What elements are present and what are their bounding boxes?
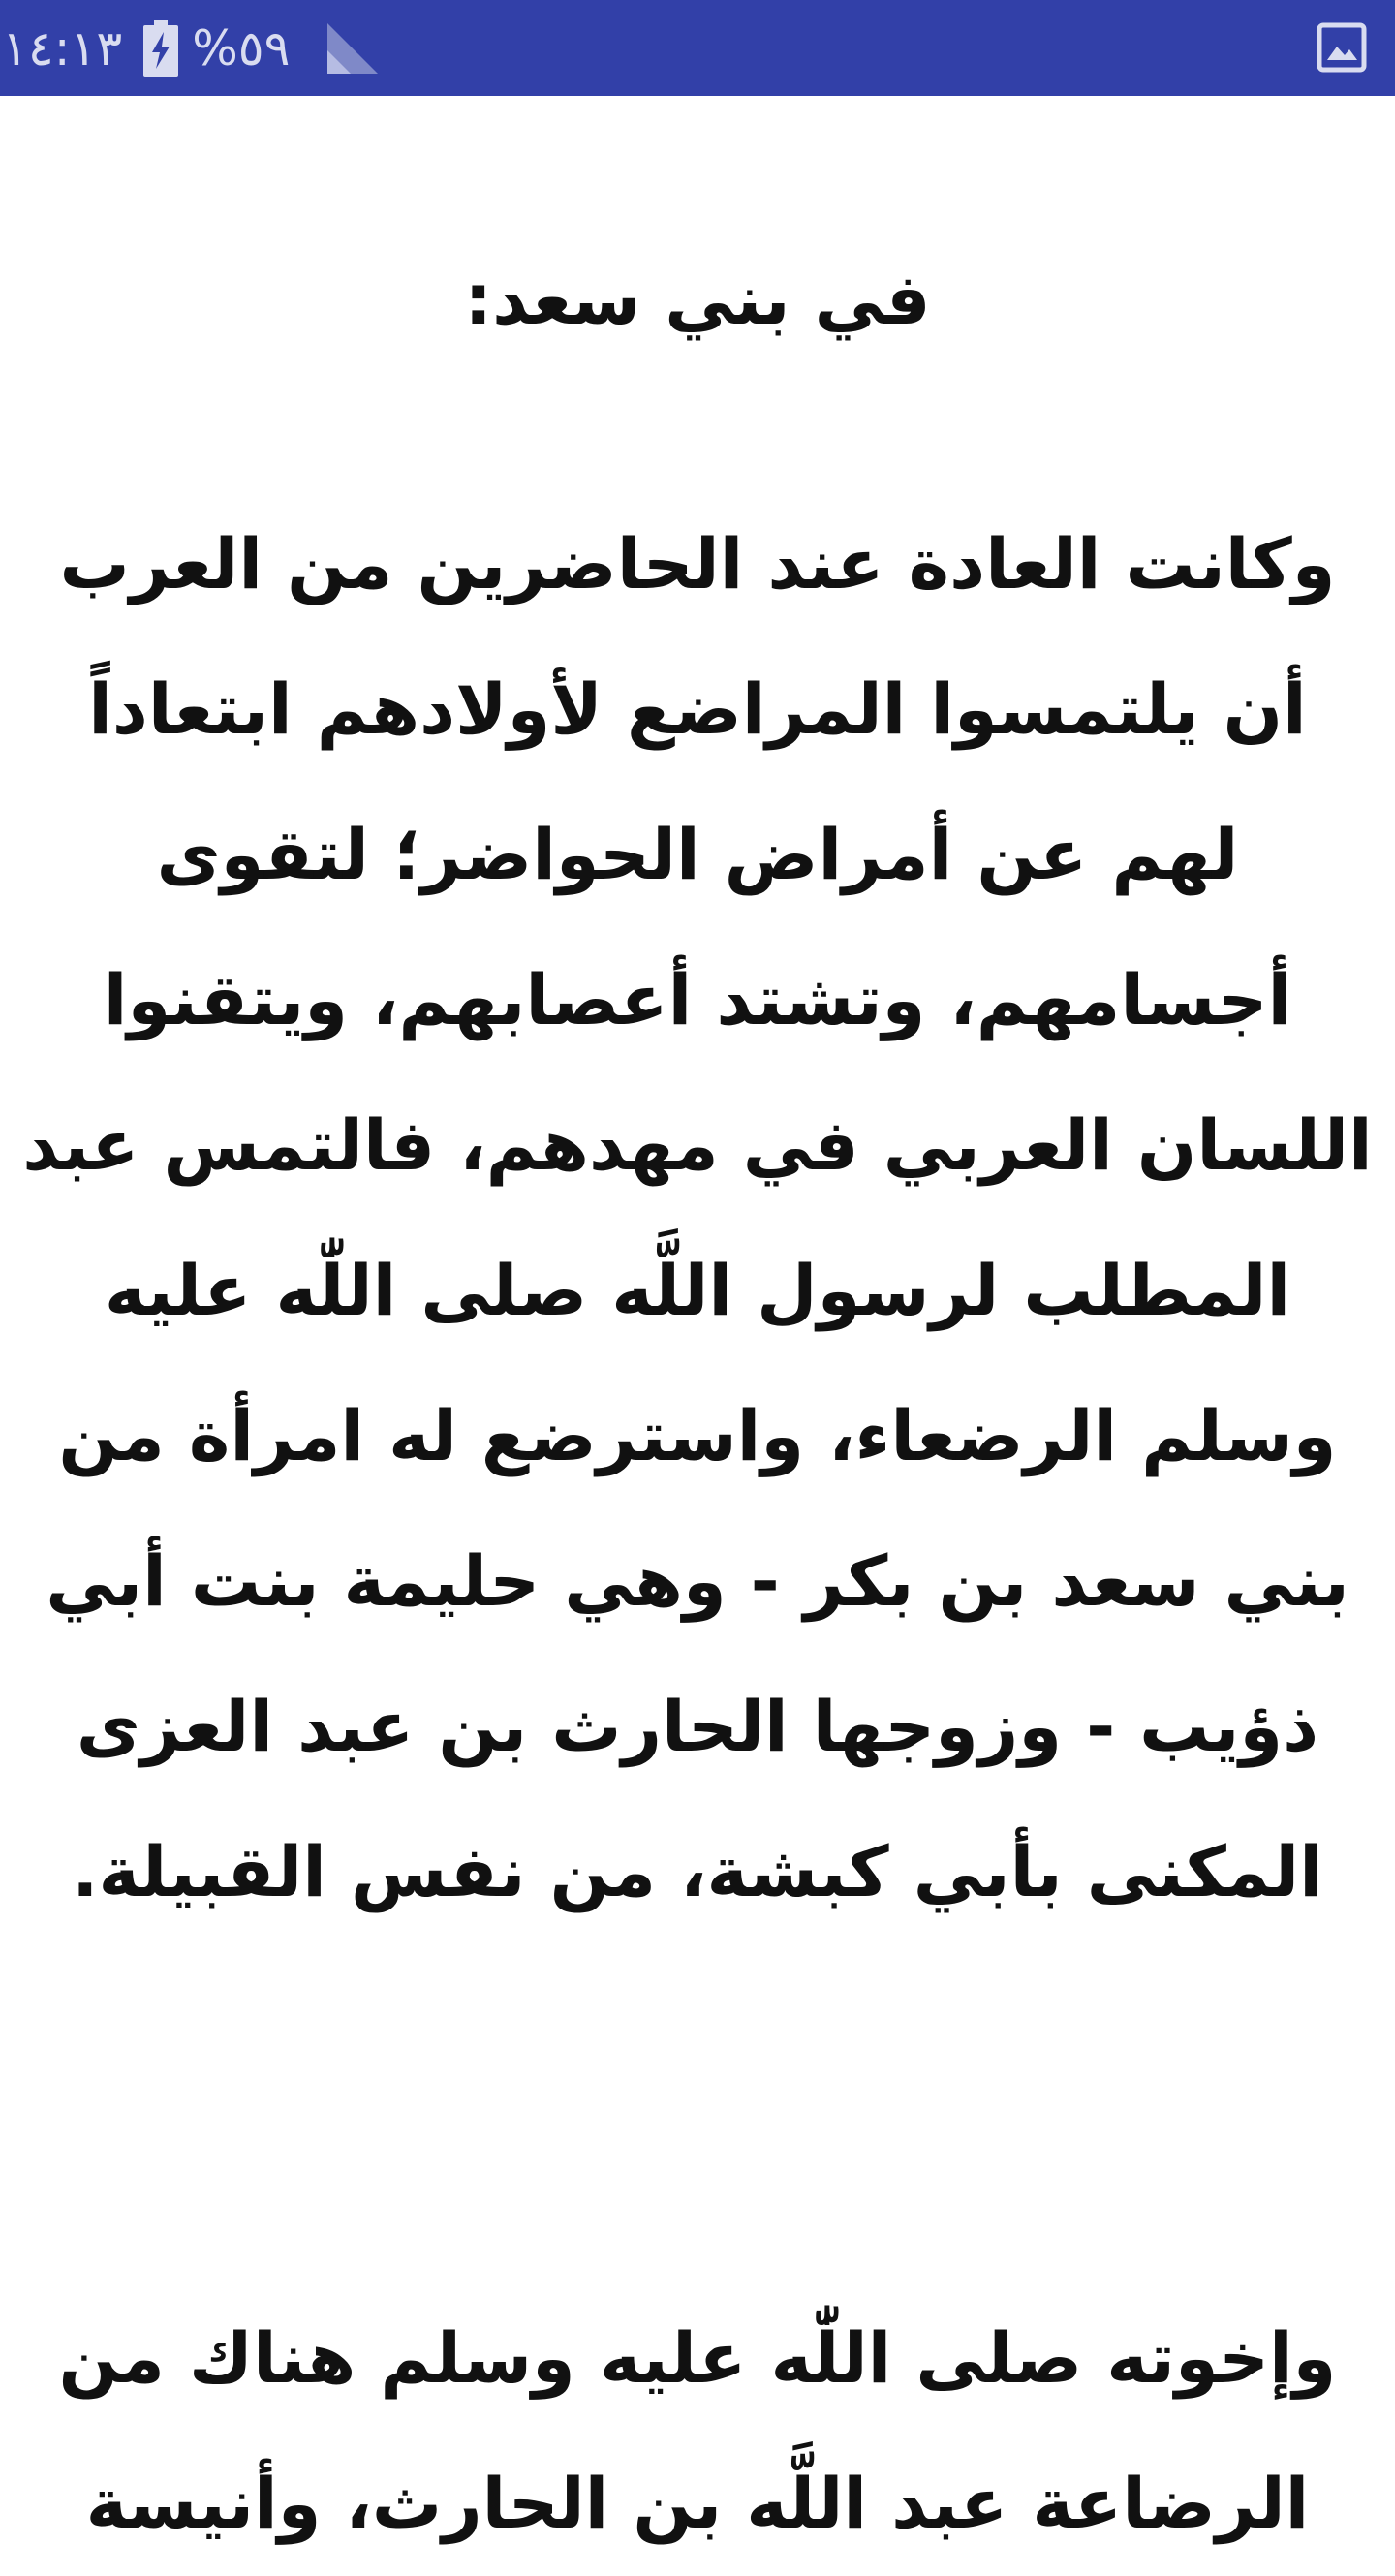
battery-percentage: %٥٩ — [192, 19, 291, 77]
clock-time: ١٤:١٣ — [2, 19, 123, 77]
status-left-group — [0, 0, 380, 96]
section-heading: في بني سعد: — [464, 259, 931, 340]
article-paragraph-next: وإخوته صلى اللّٰه عليه وسلم هناك من الرضاعة عبد اللَّه بن الحارث، وأنيسة — [58, 2317, 1337, 2544]
status-bar — [0, 0, 1395, 96]
signal-icon — [326, 21, 380, 76]
battery-charging-icon — [143, 20, 178, 77]
gallery-icon[interactable] — [1318, 23, 1366, 72]
article-paragraph: وكانت العادة عند الحاضرين من العرب أن يلتمسوا المراضع لأولادهم ابتعاداً لهم عن أمراض الحواضر؛ لتقوى أجسامهم، وتشتد أعصابهم، ويتقنوا اللسان العربي في مهدهم، فالتمس عبد المطلب لرسول اللَّه صلى اللّٰه عليه وسلم الرضعاء، واسترضع له امرأة من بني سعد بن بكر - وهي حليمة بنت أبي ذؤيب - وزوجها الحارث بن عبد العزى المكنى بأبي كبشة، من نفس القبيلة. — [22, 523, 1373, 1912]
article-content — [0, 96, 1395, 2544]
